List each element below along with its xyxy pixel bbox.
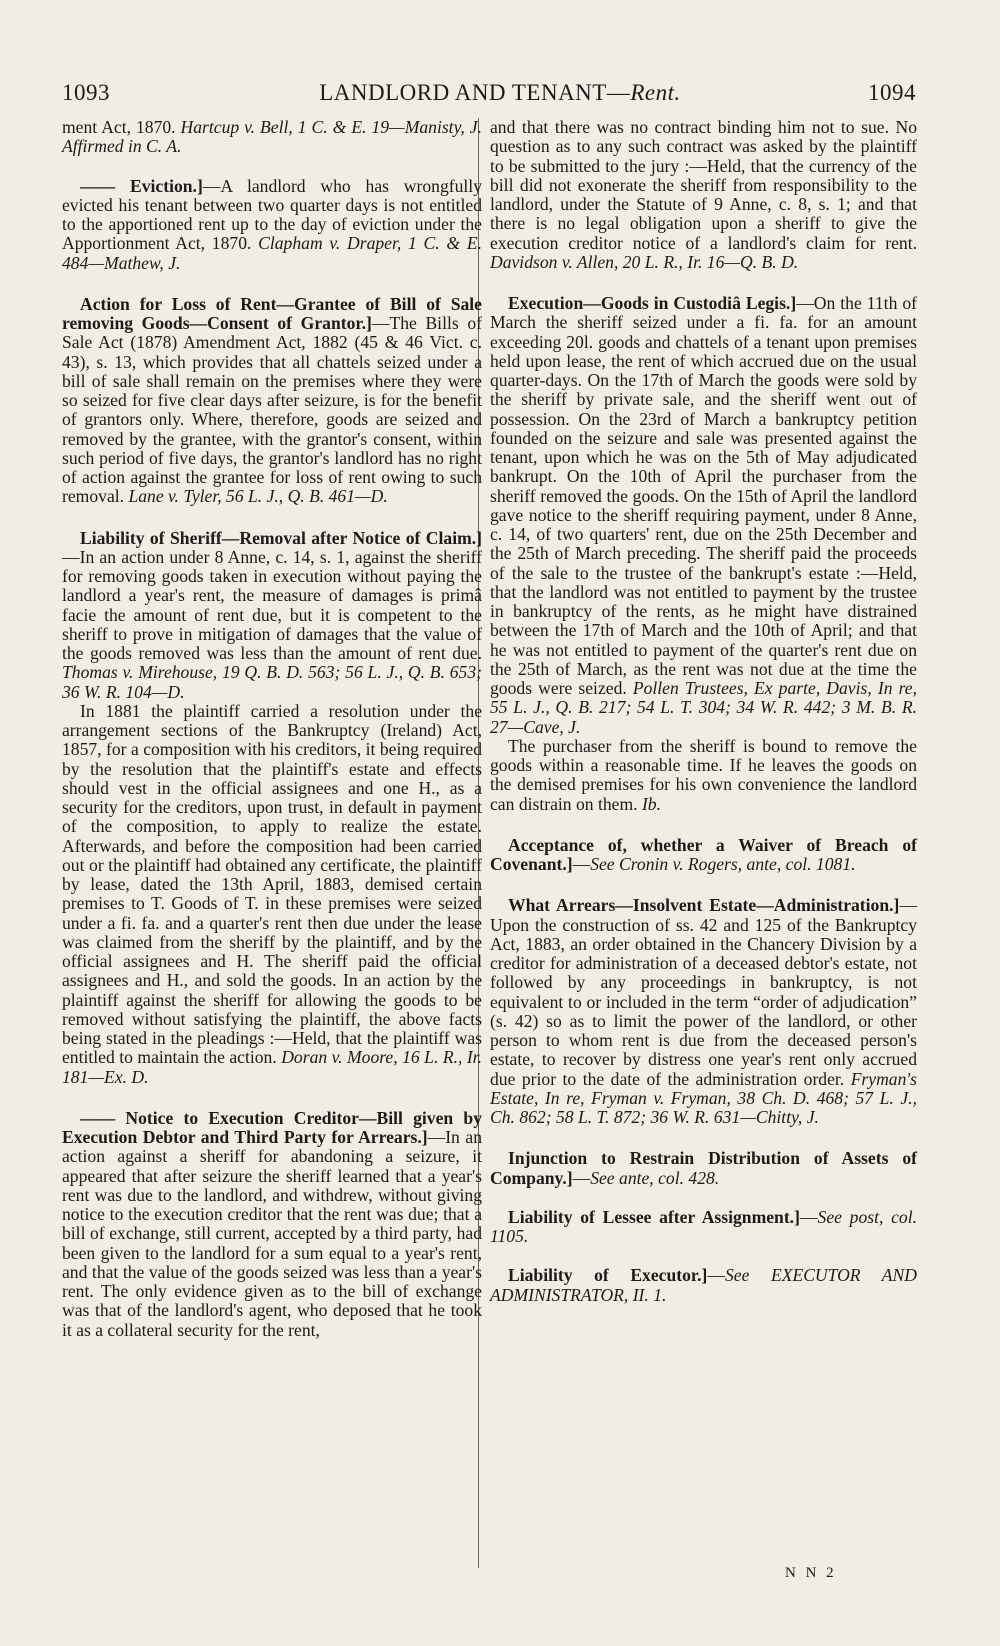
running-title-italic: Rent. bbox=[630, 80, 681, 105]
case-entry-davidson-continuation: and that there was no contract binding him not to sue. No question as to any such contract was asked by the plaintiff to be submitted to the jury :—Held, that the currency of the bill did not exonerate the sheriff from responsibility to the landlord, under the Statute of 9 Anne, c. 8, s. 1; and that there is no legal obligation upon a sheriff to give the execution creditor notice of a landlord's claim for rent. Davidson v. Allen, 20 L. R., Ir. 16—Q. B. D. bbox=[490, 117, 917, 272]
case-entry-notice-to-creditor: —— Notice to Execution Creditor—Bill given by Execution Debtor and Third Party for Arrears.]—In an action against a sheriff for abandoning a seizure, it appeared that after seizure the sheriff learned that a year's rent was due to the landlord, and withdrew, without giving notice to the execution creditor that the rent was due; that a bill of exchange, still current, accepted by a third party, had been given to the landlord for a sum equal to a year's rent, and that the value of the goods seized was less than a year's rent. The only evidence given as to the bill of exchange was that of the landlord's agent, who deposed that he took it as a collateral security for the rent, bbox=[62, 1107, 482, 1340]
case-entry-lessee: Liability of Lessee after Assignment.]—See post, col. 1105. bbox=[490, 1206, 917, 1246]
signature-mark: N N 2 bbox=[785, 1565, 837, 1581]
running-title bbox=[0, 80, 1000, 112]
case-entry-loss-of-rent: Action for Loss of Rent—Grantee of Bill of Sale removing Goods—Consent of Grantor.]—The Bills of Sale Act (1878) Amendment Act, 1882 (45 & 46 Vict. c. 43), s. 13, which provides that all chattels seized under a bill of sale shall remain on the premises where they were so seized for five clear days after seizure, is for the benefit of grantors only. Where, therefore, goods are seized and removed by the grantee, with the grantor's consent, within such period of five days, the grantor's landlord has no right of action against the grantee for loss of rent owing to such removal. Lane v. Tyler, 56 L. J., Q. B. 461—D. bbox=[62, 293, 482, 507]
case-entry-executor: Liability of Executor.]—See EXECUTOR AND ADMINISTRATOR, II. 1. bbox=[490, 1265, 917, 1305]
right-column-number: 1094 bbox=[868, 80, 916, 105]
running-title-main: LANDLORD AND TENANT— bbox=[319, 80, 631, 105]
case-entry-waiver: Acceptance of, whether a Waiver of Breach of Covenant.]—See Cronin v. Rogers, ante, col. 1081. bbox=[490, 834, 917, 874]
case-entry-purchaser: The purchaser from the sheriff is bound to remove the goods within a reasonable time. If he leaves the goods on the demised premises for his own convenience the landlord can distrain on them. Ib. bbox=[490, 735, 917, 814]
case-entry-injunction: Injunction to Restrain Distribution of Assets of Company.]—See ante, col. 428. bbox=[490, 1148, 917, 1188]
right-column bbox=[490, 118, 917, 1305]
case-entry-custodia-legis: Execution—Goods in Custodiâ Legis.]—On the 11th of March the sheriff seized under a fi. fa. for an amount exceeding 20l. goods and chattels of a tenant upon premises held upon lease, the rent of which accrued due on the usual quarter-days. On the 17th of March the goods were sold by the sheriff by private sale, and the sheriff went out of possession. On the 23rd of March a bankruptcy petition founded on the seizure and sale was presented against the tenant, upon which he was on the 5th of May adjudicated bankrupt. On the 10th of April the purchaser from the sheriff removed the goods. On the 15th of April the landlord gave notice to the sheriff requiring payment, under 8 Anne, c. 14, of two quarters' rent, due on the 25th December and the 25th of March preceding. The sheriff paid the proceeds of the sale to the trustee of the bankrupt's estate :—Held, that the landlord was not entitled to payment by the trustee in bankruptcy of the rents, as he might have distrained between the 17th of March and the 10th of April; and that he was not entitled to payment of the quarter's rent due on the 25th of March, as the rent was not due at the time the goods were seized. Pollen Trustees, Ex parte, Davis, In re, 55 L. J., Q. B. 217; 54 L. T. 304; 34 W. R. 442; 3 M. B. R. 27—Cave, J. bbox=[490, 293, 917, 737]
case-entry-eviction: —— Eviction.]—A landlord who has wrongfully evicted his tenant between two quarter days is not entitled to the apportioned rent up to the day of eviction under the Apportionment Act, 1870. Clapham v. Draper, 1 C. & E. 484—Mathew, J. bbox=[62, 175, 482, 273]
left-column bbox=[62, 118, 482, 1340]
case-entry-continuation: ment Act, 1870. Hartcup v. Bell, 1 C. & E. 19—Manisty, J. Affirmed in C. A. bbox=[62, 117, 482, 157]
case-entry-sheriff-liability: Liability of Sheriff—Removal after Notice of Claim.]—In an action under 8 Anne, c. 14, s. 1, against the sheriff for removing goods taken in execution without paying the landlord a year's rent, the measure of damages is primâ facie the amount of rent due, but it is competent to the sheriff to prove in mitigation of damages that the value of the goods removed was less than the amount of rent due. Thomas v. Mirehouse, 19 Q. B. D. 563; 56 L. J., Q. B. 653; 36 W. R. 104—D. bbox=[62, 527, 482, 702]
left-column-number: 1093 bbox=[62, 80, 110, 105]
case-entry-insolvent-estate: What Arrears—Insolvent Estate—Administration.]—Upon the construction of ss. 42 and 125 of the Bankruptcy Act, 1883, an order obtained in the Chancery Division by a creditor for administration of a deceased debtor's estate, not followed by any proceedings in bankruptcy, is not equivalent to or included in the term “order of adjudication” (s. 42) so as to limit the power of the landlord, or other person to whom rent is due from the deceased person's estate, to recover by distress one year's rent only accrued due prior to the date of the administration order. Fryman's Estate, In re, Fryman v. Fryman, 38 Ch. D. 468; 57 L. J., Ch. 862; 58 L. T. 872; 36 W. R. 631—Chitty, J. bbox=[490, 895, 917, 1127]
case-entry-1881-composition: In 1881 the plaintiff carried a resolution under the arrangement sections of the Bankruptcy (Ireland) Act, 1857, for a composition with his creditors, it being required by the resolution that the plaintiff's estate and effects should vest in the official assignees and one H., as a security for the creditors, upon trust, in default in payment of the composition, to apply to realize the estate. Afterwards, and before the composition had been carried out or the plaintiff had obtained any certificate, the plaintiff by lease, dated the 13th April, 1883, demised certain premises to T. Goods of T. in these premises were seized under a fi. fa. and a quarter's rent then due under the lease was claimed from the sheriff by the plaintiff, and by the official assignees and H. The sheriff paid the official assignees and H., and sold the goods. In an action by the plaintiff against the sheriff for allowing the goods to be removed without satisfying the plaintiff, the above facts being stated in the pleadings :—Held, that the plaintiff was entitled to maintain the action. Doran v. Moore, 16 L. R., Ir. 181—Ex. D. bbox=[62, 700, 482, 1087]
